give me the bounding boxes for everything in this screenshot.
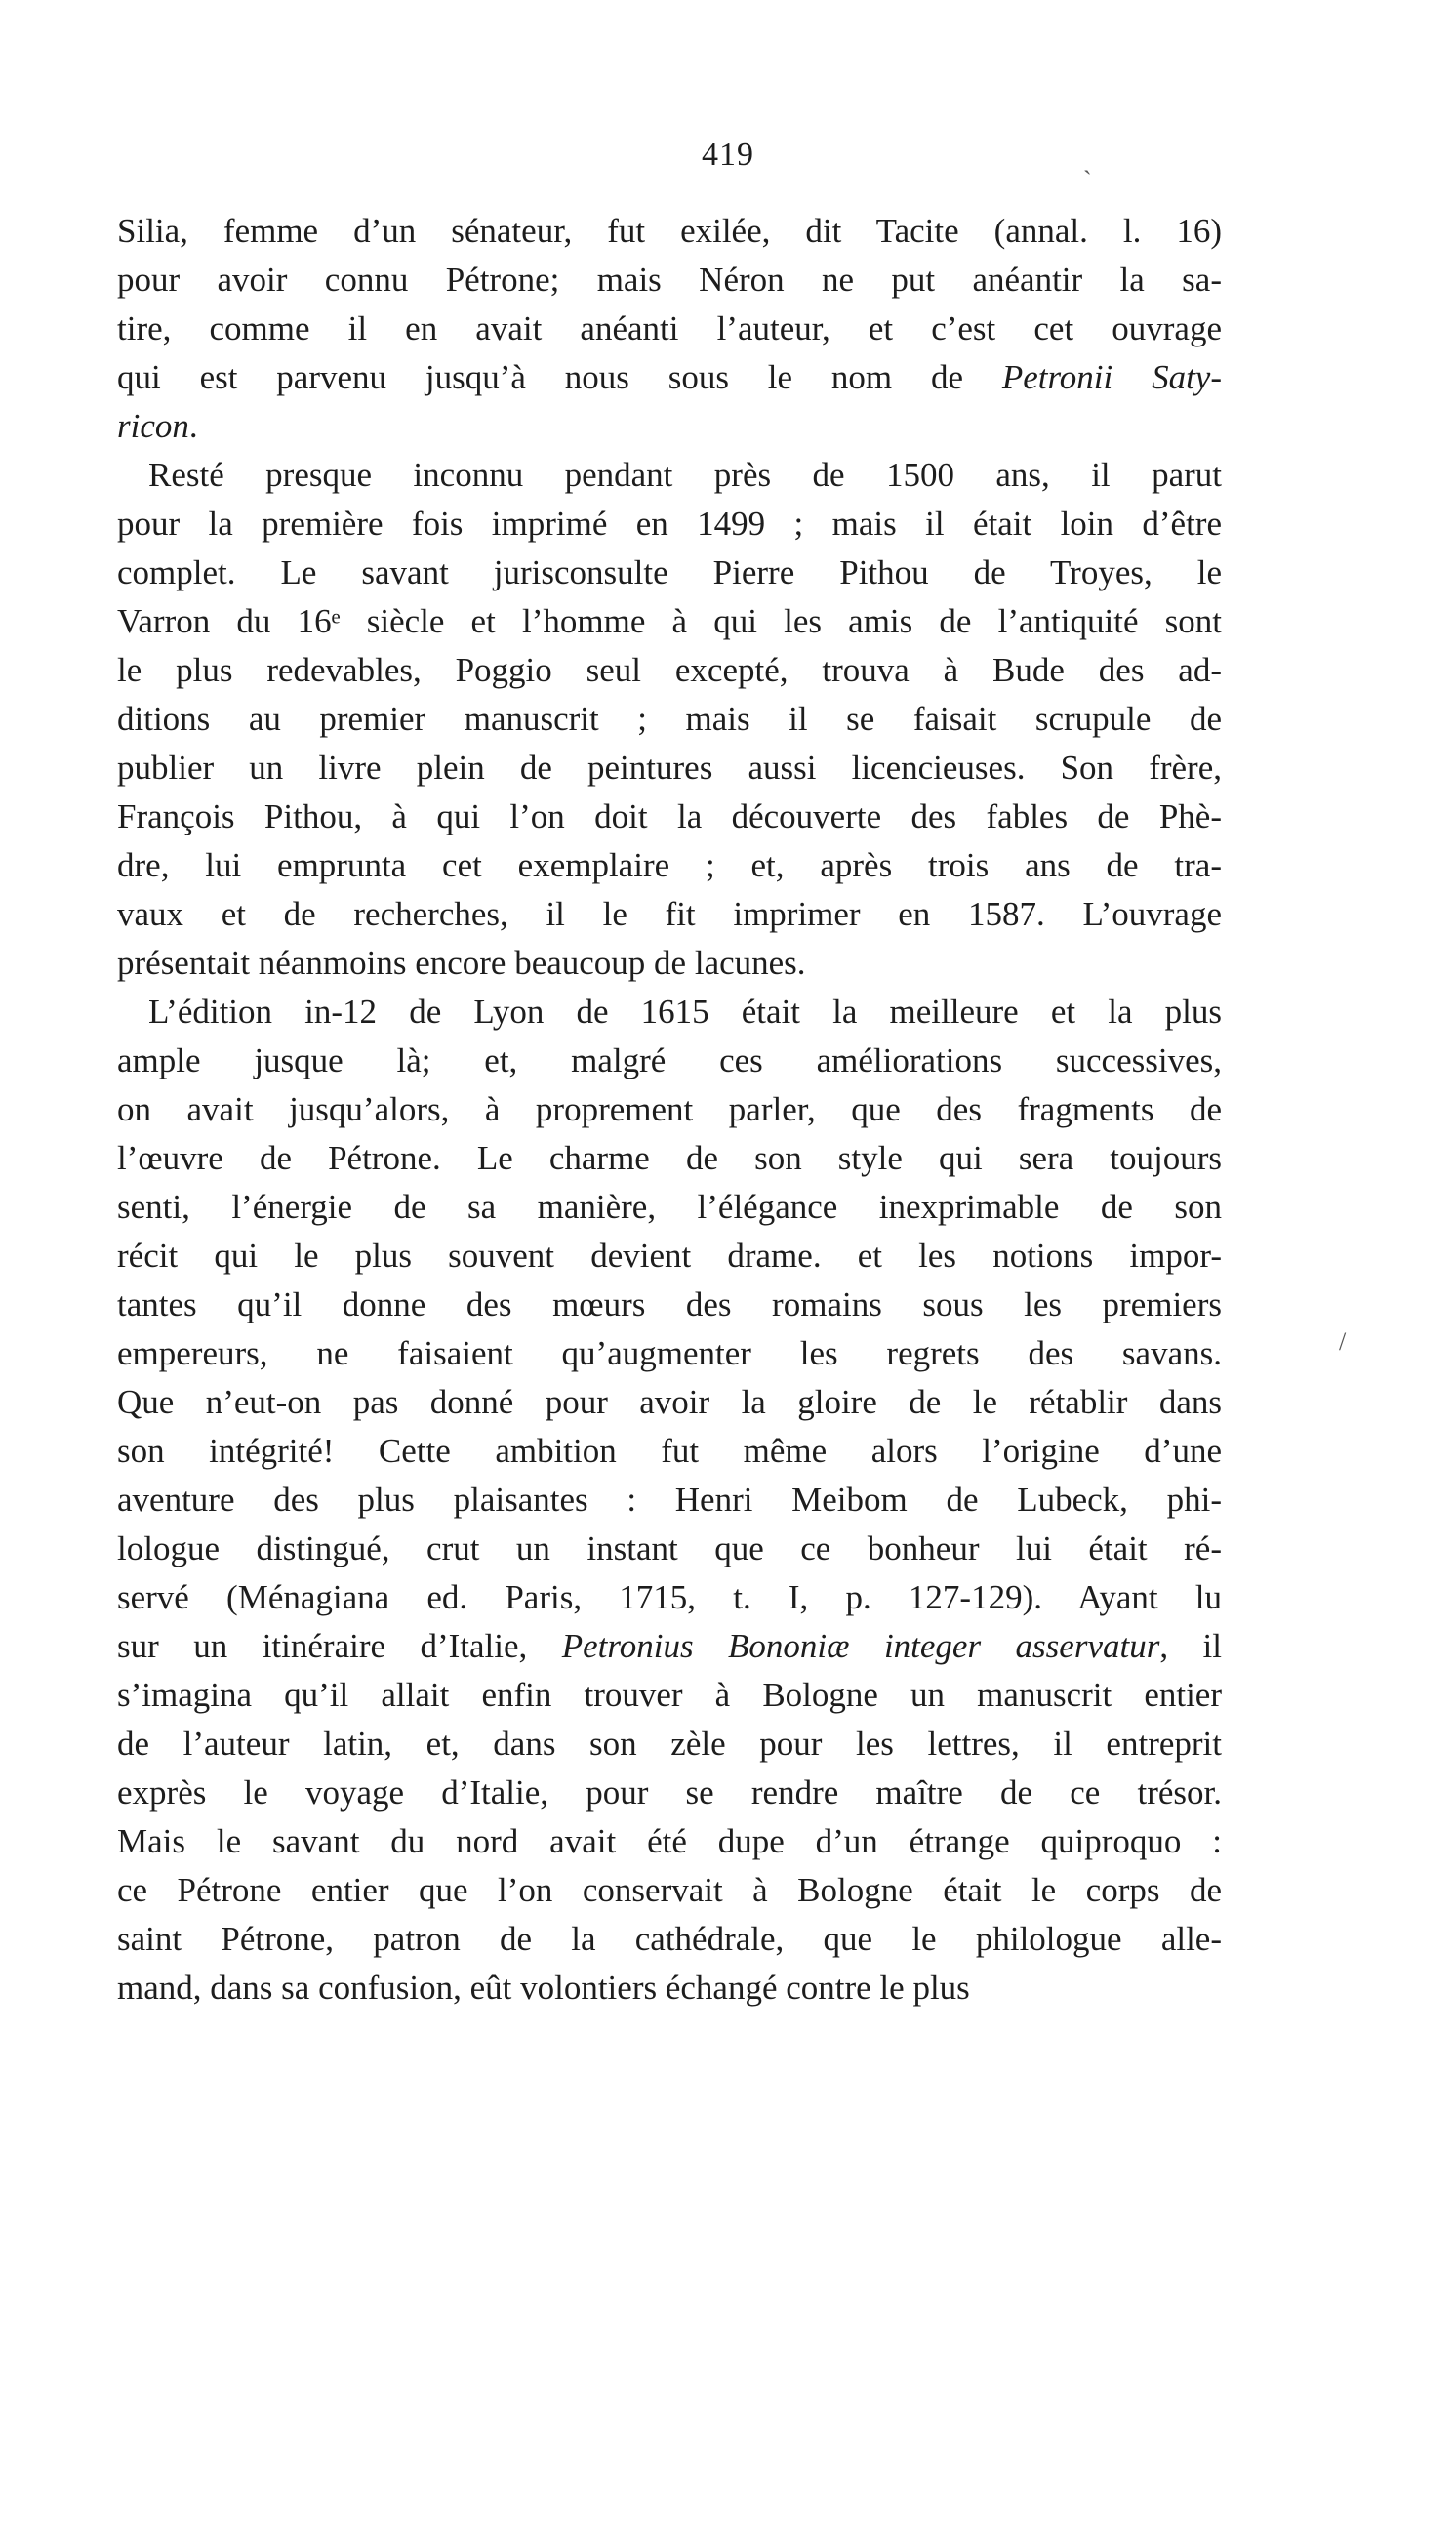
paragraph [117,988,1222,2013]
text-segment: mand, dans sa confusion, eût volontiers échangé contre le plus [117,1969,970,2007]
text-line [117,500,1222,549]
text-segment: lologue distingué, crut un instant que ce bonheur lui était ré- [117,1529,1222,1567]
text-line [117,1769,1222,1817]
text-line [117,1866,1222,1915]
text-line [117,890,1222,939]
stray-mark: ˎ [1083,146,1092,175]
text-line [117,1183,1222,1232]
text-segment: Mais le savant du nord avait été dupe d’un étrange quiproquo : [117,1822,1222,1860]
text-line [117,1525,1222,1573]
text-segment: aventure des plus plaisantes : Henri Meibom de Lubeck, phi- [117,1481,1222,1519]
text-segment: tire, comme il en avait anéanti l’auteur, et c’est cet ouvrage [117,309,1222,347]
text-line [117,1232,1222,1281]
text-segment: ce Pétrone entier que l’on conservait à Bologne était le corps de [117,1871,1222,1909]
text-segment: le plus redevables, Poggio seul excepté, trouva à Bude des ad- [117,651,1222,689]
text-line [117,597,1222,646]
text-segment: Que n’eut-on pas donné pour avoir la gloire de le rétablir dans [117,1383,1222,1421]
text-segment: vaux et de recherches, il le fit imprimer en 1587. L’ouvrage [117,895,1222,933]
text-segment: l’œuvre de Pétrone. Le charme de son style qui sera toujours [117,1139,1222,1177]
text-line [117,1671,1222,1720]
text-line [117,1427,1222,1476]
text-segment: de l’auteur latin, et, dans son zèle pour les lettres, il entreprit [117,1725,1222,1763]
paragraph [117,207,1222,451]
text-segment: on avait jusqu’alors, à proprement parler, que des fragments de [117,1090,1222,1128]
text-line [117,646,1222,695]
text-segment: ample jusque là; et, malgré ces améliorations successives, [117,1041,1222,1079]
text-line [117,207,1222,256]
text-line [117,402,1222,451]
text-segment: publier un livre plein de peintures aussi licencieuses. Son frère, [117,749,1222,787]
text-segment: L’édition in-12 de Lyon de 1615 était la meilleure et la plus [148,993,1222,1031]
text-line [117,1817,1222,1866]
text-line [117,1964,1222,2013]
text-line [117,1134,1222,1183]
text-segment: récit qui le plus souvent devient drame. et les notions impor- [117,1237,1222,1275]
text-segment: . [188,407,198,445]
text-line [117,1720,1222,1769]
text-segment: senti, l’énergie de sa manière, l’élégance inexprimable de son [117,1188,1222,1226]
text-line [117,1085,1222,1134]
body-text [117,207,1222,2013]
text-segment: s’imagina qu’il allait enfin trouver à Bologne un manuscrit entier [117,1676,1222,1714]
italic-text: ricon [117,407,189,445]
text-line [117,744,1222,793]
text-line [117,793,1222,841]
italic-text: Petronii Saty- [1001,358,1222,396]
text-segment: pour la première fois imprimé en 1499 ; mais il était loin d’être [117,505,1222,543]
text-line [117,988,1222,1037]
text-segment: servé (Ménagiana ed. Paris, 1715, t. I, p. 127-129). Ayant lu [117,1578,1222,1616]
stray-mark: / [1339,1327,1347,1356]
text-line [117,939,1222,988]
text-segment: saint Pétrone, patron de la cathédrale, que le philologue alle- [117,1920,1222,1958]
text-line [117,256,1222,305]
text-segment: pour avoir connu Pétrone; mais Néron ne put anéantir la sa- [117,261,1222,299]
text-segment: dre, lui emprunta cet exemplaire ; et, après trois ans de tra- [117,846,1222,884]
text-segment: , il [1159,1627,1223,1665]
text-segment: Varron du 16ᵉ siècle et l’homme à qui les amis de l’antiquité sont [117,602,1222,640]
text-segment: François Pithou, à qui l’on doit la découverte des fables de Phè- [117,797,1222,835]
text-segment: tantes qu’il donne des mœurs des romains sous les premiers [117,1285,1222,1323]
text-segment: Resté presque inconnu pendant près de 1500 ans, il parut [148,456,1222,494]
text-line [117,353,1222,402]
text-line [117,305,1222,353]
text-line [117,1915,1222,1964]
text-line [117,1622,1222,1671]
paragraph [117,451,1222,988]
text-line [117,1378,1222,1427]
text-line [117,695,1222,744]
text-segment: ditions au premier manuscrit ; mais il se faisait scrupule de [117,700,1222,738]
italic-text: Petronius Bononiæ integer asservatur [561,1627,1160,1665]
text-line [117,1281,1222,1329]
text-segment: présentait néanmoins encore beaucoup de lacunes. [117,944,806,982]
text-line [117,451,1222,500]
text-segment: qui est parvenu jusqu’à nous sous le nom de [117,358,1002,396]
text-line [117,549,1222,597]
text-segment: son intégrité! Cette ambition fut même alors l’origine d’une [117,1432,1222,1470]
text-segment: Silia, femme d’un sénateur, fut exilée, dit Tacite (annal. l. 16) [117,212,1222,250]
text-line [117,1573,1222,1622]
text-segment: empereurs, ne faisaient qu’augmenter les regrets des savans. [117,1334,1222,1372]
text-segment: exprès le voyage d’Italie, pour se rendre maître de ce trésor. [117,1773,1222,1812]
text-line [117,1037,1222,1085]
text-segment: sur un itinéraire d’Italie, [117,1627,562,1665]
text-segment: complet. Le savant jurisconsulte Pierre Pithou de Troyes, le [117,553,1222,591]
text-line [117,841,1222,890]
text-line [117,1476,1222,1525]
text-line [117,1329,1222,1378]
page-number: 419 [702,137,754,173]
